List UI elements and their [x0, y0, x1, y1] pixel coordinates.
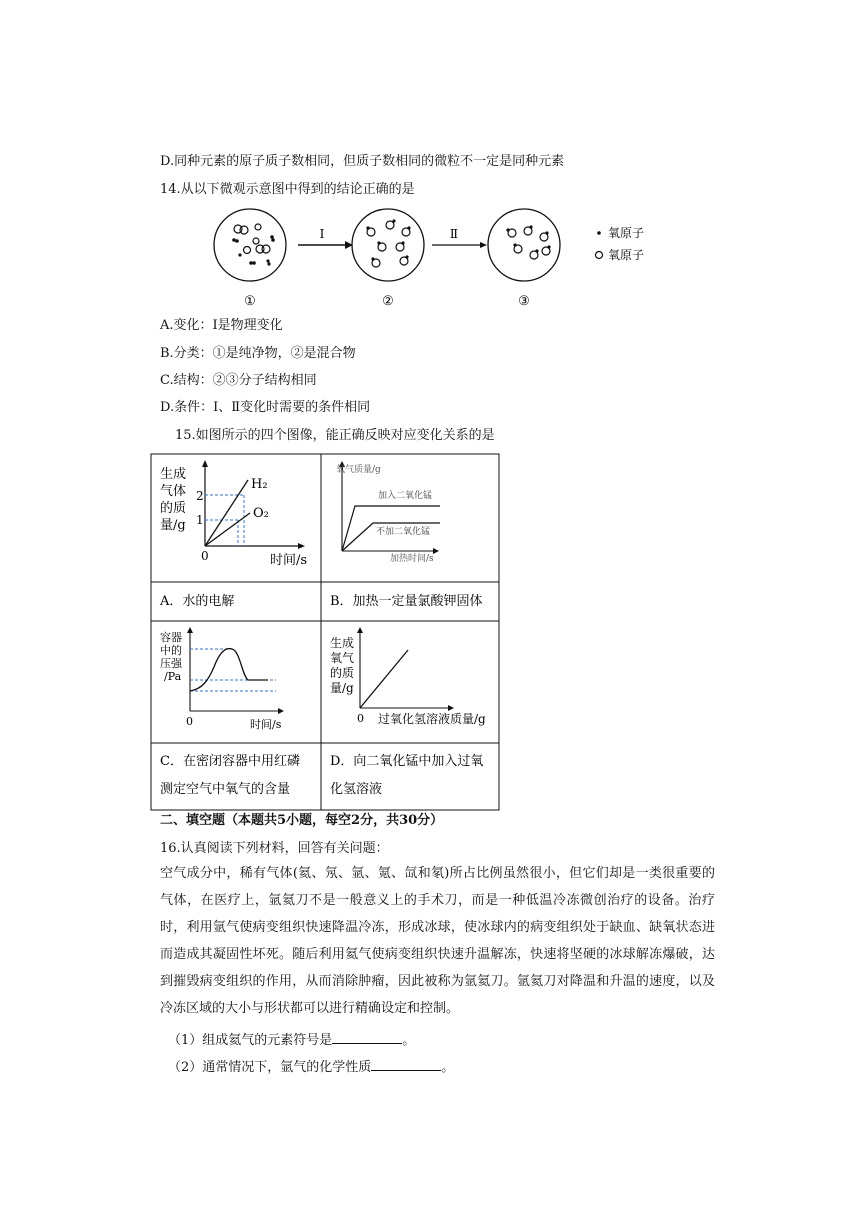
- q16-sub1: [168, 1031, 415, 1049]
- graph-d-line: [360, 650, 408, 708]
- q14-stem: 14.从以下微观示意图中得到的结论正确的是: [160, 182, 415, 197]
- graph-d: [330, 627, 486, 726]
- graph-c-caption-1: C．在密闭容器中用红磷: [160, 754, 300, 769]
- graph-a-ylabel-3: 的质: [160, 501, 187, 516]
- q16-sub1-text: （1）组成氦气的元素符号是: [168, 1033, 333, 1048]
- q14-option-b: B.分类：①是纯净物，②是混合物: [160, 346, 356, 361]
- graph-a-tick-2: 2: [196, 489, 204, 503]
- legend-dot-icon: [597, 231, 601, 235]
- arrow-1-label: Ⅰ: [319, 227, 325, 241]
- graph-c-ylabel-4: /Pa: [164, 670, 182, 683]
- arrow-2-label: Ⅱ: [449, 227, 459, 241]
- q13-option-d: D.同种元素的原子质子数相同，但质子数相同的微粒不一定是同种元素: [160, 154, 565, 169]
- q14-option-c: C.结构：②③分子结构相同: [160, 373, 317, 388]
- graph-a-caption: A．水的电解: [160, 594, 235, 609]
- graph-d-origin: 0: [357, 712, 364, 725]
- q16-sub2: [168, 1058, 454, 1076]
- graph-c-xlabel: 时间/s: [250, 718, 282, 731]
- q16-sub2-text: （2）通常情况下，氩气的化学性质: [168, 1060, 372, 1075]
- answer-blank-1[interactable]: [332, 1031, 402, 1044]
- q14-option-d: D.条件：Ⅰ、Ⅱ变化时需要的条件相同: [160, 400, 371, 415]
- q16-stem: 16.认真阅读下列材料，回答有关问题：: [160, 841, 389, 856]
- container-3: [488, 209, 560, 281]
- graph-a-tick-1: 1: [196, 513, 204, 527]
- q16-passage: 空气成分中，稀有气体(氦、氖、氩、氪、氙和氡)所占比例虽然很小，但它们却是一类很重要的气体，在医疗上，氩氦刀不是一般意义上的手术刀，而是一种低温冷冻微创治疗的设备。治疗时，利用氩气使病变组织快速降温冷冻，形成冰球，使冰球内的病变组织处于缺血、缺氧状态进而造成其凝固性坏死。随后利用氦气使病变组织快速升温解冻，快速将坚硬的冰球解冻爆破，达到摧毁病变组织的作用，从而消除肿瘤，因此被称为氩氦刀。氩氦刀对降温和升温的速度，以及冷冻区域的大小与形状都可以进行精确设定和控制。: [160, 866, 715, 1016]
- label-3: ③: [518, 294, 530, 309]
- legend-ring-icon: [596, 252, 603, 259]
- graph-c-ylabel-1: 容器: [160, 631, 182, 644]
- graph-d-ylabel-1: 生成: [330, 636, 355, 650]
- graph-a: [160, 460, 307, 568]
- label-2: ②: [382, 294, 394, 309]
- graph-b-caption: B．加热一定量氯酸钾固体: [330, 594, 483, 609]
- section-2-title: 二、填空题（本题共5小题，每空2分，共30分）: [160, 813, 444, 828]
- graph-a-h2-line: [205, 480, 248, 546]
- graph-c-ylabel-2: 中的: [160, 644, 182, 657]
- graph-d-caption-1: D．向二氧化锰中加入过氧: [330, 754, 484, 769]
- graph-c-pressure-curve: [190, 649, 268, 691]
- graph-a-ylabel-1: 生成: [160, 467, 187, 482]
- container-1: [214, 209, 286, 281]
- atoms-dots-2: [366, 219, 410, 260]
- graph-a-ylabel-4: 量/g: [160, 518, 186, 533]
- q15-stem: 15.如图所示的四个图像，能正确反映对应变化关系的是: [175, 428, 495, 443]
- graph-d-ylabel-3: 的质: [330, 666, 355, 680]
- graph-b-xlabel: 加热时间/s: [390, 554, 434, 564]
- graph-a-ylabel-2: 气体: [160, 484, 187, 499]
- graph-b-ylabel: 氧气质量/g: [336, 465, 381, 475]
- graph-c-ylabel-3: 压强: [160, 657, 182, 670]
- graph-c-caption-2: 测定空气中氧气的含量: [160, 782, 291, 797]
- label-1: ①: [244, 294, 256, 309]
- q14-micro-diagram: [210, 205, 670, 310]
- legend-1: 氧原子: [608, 226, 645, 240]
- graph-b-upper-label: 加入二氧化锰: [378, 491, 433, 501]
- graph-b: [336, 461, 440, 564]
- molecules-1: [234, 224, 270, 254]
- graph-a-o2-label: O₂: [253, 506, 269, 521]
- graph-a-xlabel: 时间/s: [270, 553, 308, 568]
- container-2: [352, 209, 424, 281]
- answer-blank-2[interactable]: [371, 1058, 441, 1071]
- graph-a-h2-label: H₂: [251, 477, 268, 492]
- graph-d-caption-2: 化氢溶液: [330, 782, 383, 797]
- graph-d-ylabel-2: 氧气: [330, 651, 355, 665]
- q16-sub2-end: 。: [441, 1060, 455, 1075]
- q15-graph-table: [150, 453, 502, 813]
- graph-b-lower-label: 不加二氧化锰: [376, 527, 431, 537]
- graph-d-ylabel-4: 量/g: [330, 681, 354, 695]
- graph-c-origin: 0: [186, 715, 193, 728]
- graph-a-o2-line: [205, 513, 250, 546]
- graph-c: [160, 627, 284, 731]
- molecules-3: [508, 227, 550, 259]
- legend-2: 氧原子: [608, 248, 645, 262]
- graph-a-origin: 0: [201, 549, 209, 563]
- q14-option-a: A.变化：Ⅰ是物理变化: [160, 318, 283, 333]
- q16-sub1-end: 。: [402, 1033, 416, 1048]
- graph-d-xlabel: 过氧化氢溶液质量/g: [378, 712, 486, 726]
